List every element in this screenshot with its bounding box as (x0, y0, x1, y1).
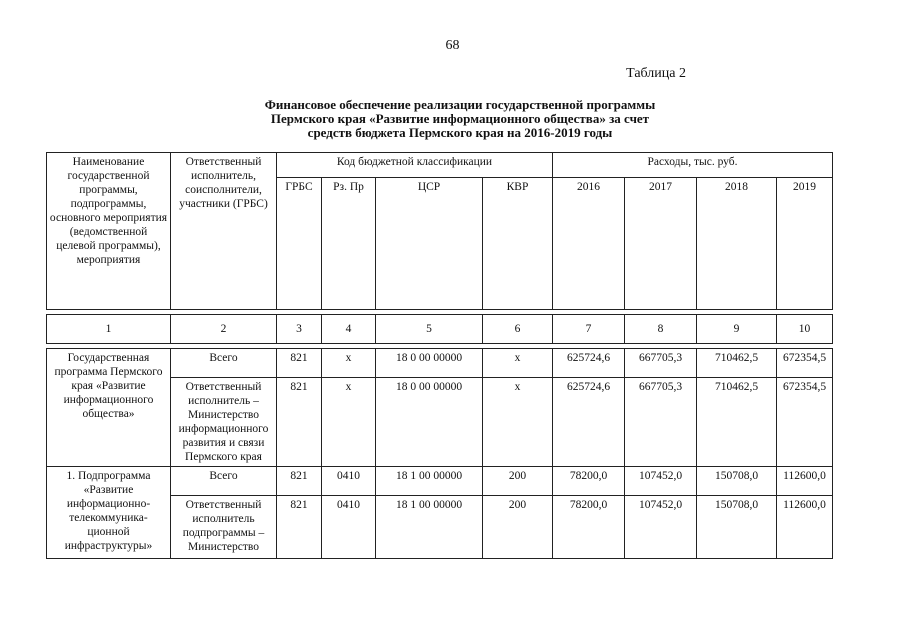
executor-cell: Ответственный исполнитель подпрограммы – Министерство (171, 496, 277, 559)
expense-2016-cell: 78200,0 (553, 467, 625, 496)
col-number: 6 (483, 315, 553, 344)
col-number: 3 (277, 315, 322, 344)
expense-2018-cell: 710462,5 (697, 378, 777, 467)
expense-2019-cell: 672354,5 (777, 349, 833, 378)
expense-2016-cell: 625724,6 (553, 378, 625, 467)
header-budget-code: Код бюджетной классификации (277, 153, 553, 178)
grbs-cell: 821 (277, 349, 322, 378)
document-title (200, 98, 720, 140)
col-number: 8 (625, 315, 697, 344)
col-number: 9 (697, 315, 777, 344)
grbs-cell: 821 (277, 467, 322, 496)
title-line: Финансовое обеспечение реализации государственной программы (264, 97, 656, 112)
header-csr: ЦСР (376, 178, 483, 310)
grbs-cell: 821 (277, 378, 322, 467)
col-number: 7 (553, 315, 625, 344)
csr-cell: 18 1 00 00000 (376, 496, 483, 559)
kvr-cell: 200 (483, 467, 553, 496)
header-year-2018: 2018 (697, 178, 777, 310)
expense-2016-cell: 78200,0 (553, 496, 625, 559)
col-number: 5 (376, 315, 483, 344)
table-row (47, 349, 833, 378)
header-grbs: ГРБС (277, 178, 322, 310)
page-number: 68 (445, 38, 460, 53)
col-number: 4 (322, 315, 376, 344)
kvr-cell: х (483, 349, 553, 378)
header-name: Наименование государственной программы, подпрограммы, основного мероприятия (ведомственной целевой программы), мероприятия (47, 153, 171, 310)
expense-2018-cell: 710462,5 (697, 349, 777, 378)
csr-cell: 18 0 00 00000 (376, 349, 483, 378)
col-number: 10 (777, 315, 833, 344)
expense-2019-cell: 112600,0 (777, 496, 833, 559)
expense-2019-cell: 672354,5 (777, 378, 833, 467)
header-expenses: Расходы, тыс. руб. (553, 153, 833, 178)
header-year-2019: 2019 (777, 178, 833, 310)
program-name-cell: 1. Подпрограмма «Развитие информационно-телекоммуника-ционной инфраструктуры» (47, 467, 171, 559)
rzpr-cell: х (322, 378, 376, 467)
expense-2017-cell: 667705,3 (625, 378, 697, 467)
expense-2017-cell: 667705,3 (625, 349, 697, 378)
executor-cell: Всего (171, 349, 277, 378)
financing-table (46, 152, 833, 559)
csr-cell: 18 1 00 00000 (376, 467, 483, 496)
col-number: 1 (47, 315, 171, 344)
csr-cell: 18 0 00 00000 (376, 378, 483, 467)
title-line: Пермского края «Развитие информационного общества» за счет (270, 111, 650, 126)
rzpr-cell: 0410 (322, 496, 376, 559)
grbs-cell: 821 (277, 496, 322, 559)
table-label: Таблица 2 (626, 66, 686, 81)
kvr-cell: 200 (483, 496, 553, 559)
title-line: средств бюджета Пермского края на 2016-2019 годы (307, 125, 613, 140)
program-name-cell: Государственная программа Пермского края «Развитие информационного общества» (47, 349, 171, 467)
header-year-2016: 2016 (553, 178, 625, 310)
header-rzpr: Рз. Пр (322, 178, 376, 310)
rzpr-cell: 0410 (322, 467, 376, 496)
expense-2017-cell: 107452,0 (625, 467, 697, 496)
expense-2018-cell: 150708,0 (697, 467, 777, 496)
expense-2018-cell: 150708,0 (697, 496, 777, 559)
expense-2016-cell: 625724,6 (553, 349, 625, 378)
header-year-2017: 2017 (625, 178, 697, 310)
rzpr-cell: х (322, 349, 376, 378)
expense-2017-cell: 107452,0 (625, 496, 697, 559)
kvr-cell: х (483, 378, 553, 467)
executor-cell: Ответственный исполнитель – Министерство информационного развития и связи Пермского края (171, 378, 277, 467)
expense-2019-cell: 112600,0 (777, 467, 833, 496)
header-kvr: КВР (483, 178, 553, 310)
table-row (47, 467, 833, 496)
header-executor: Ответственный исполнитель, соисполнители, участники (ГРБС) (171, 153, 277, 310)
executor-cell: Всего (171, 467, 277, 496)
col-number: 2 (171, 315, 277, 344)
